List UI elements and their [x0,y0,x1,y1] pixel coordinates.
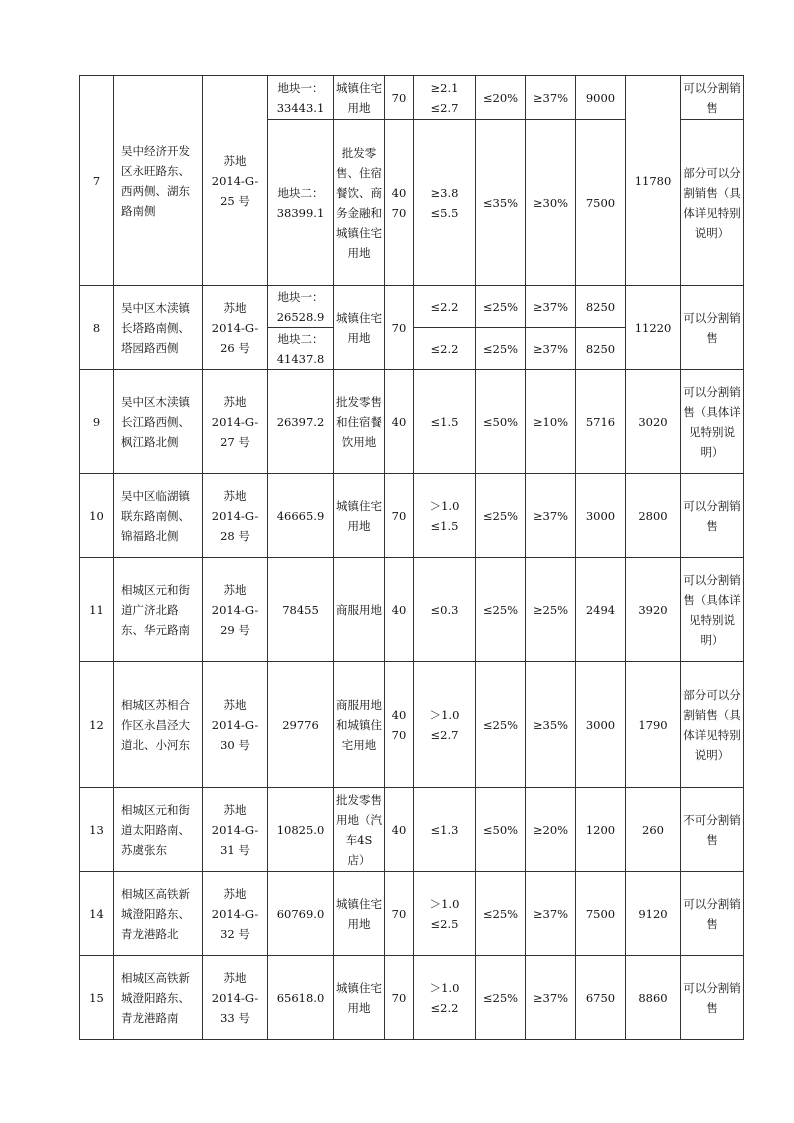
parcel-code-cell: 苏地 2014-G- 31 号 [203,788,268,872]
green-ratio-cell: ≥37% [526,76,576,120]
sale-terms-cell: 可以分割销售 [681,956,744,1040]
table-row [80,370,744,474]
land-use-cell: 城镇住宅用地 [334,956,385,1040]
row-number: 11 [80,558,114,662]
area-cell: 60769.0 [268,872,334,956]
parcel-code-cell: 苏地 2014-G- 33 号 [203,956,268,1040]
sale-terms-cell: 可以分割销售 [681,76,744,120]
total-price-cell: 260 [626,788,681,872]
land-use-cell: 商服用地和城镇住宅用地 [334,662,385,788]
unit-price-cell: 7500 [576,120,626,286]
area-cell: 地块一： 26528.9 [268,286,334,328]
location-cell: 吴中区木渎镇长塔路南侧、塔园路西侧 [114,286,203,370]
plot-ratio-cell: ≤1.5 [414,370,476,474]
land-parcel-table [79,75,744,1040]
term-years-cell: 70 [385,76,414,120]
table-row [80,286,744,328]
table-row [80,558,744,662]
location-cell: 相城区高铁新城澄阳路东、青龙港路南 [114,956,203,1040]
table-row [80,76,744,120]
table-row [80,662,744,788]
location-cell: 相城区元和街道广济北路东、华元路南 [114,558,203,662]
row-number: 15 [80,956,114,1040]
unit-price-cell: 8250 [576,286,626,328]
sale-terms-cell: 可以分割销售（具体详见特别说明） [681,558,744,662]
green-ratio-cell: ≥37% [526,328,576,370]
green-ratio-cell: ≥37% [526,286,576,328]
unit-price-cell: 7500 [576,872,626,956]
land-use-cell: 城镇住宅用地 [334,76,385,120]
total-price-cell: 3020 [626,370,681,474]
plot-ratio-cell: ≤0.3 [414,558,476,662]
term-years-cell: 40 70 [385,120,414,286]
land-use-cell: 批发零售、住宿餐饮、商务金融和城镇住宅用地 [334,120,385,286]
row-number: 12 [80,662,114,788]
total-price-cell: 3920 [626,558,681,662]
area-cell: 10825.0 [268,788,334,872]
row-number: 14 [80,872,114,956]
term-years-cell: 70 [385,286,414,370]
parcel-code-cell: 苏地 2014-G- 29 号 [203,558,268,662]
density-cell: ≤50% [476,788,526,872]
table-row [80,956,744,1040]
term-years-cell: 70 [385,474,414,558]
sale-terms-cell: 不可分割销售 [681,788,744,872]
area-cell: 26397.2 [268,370,334,474]
location-cell: 吴中区木渎镇长江路西侧、枫江路北侧 [114,370,203,474]
parcel-code-cell: 苏地 2014-G- 28 号 [203,474,268,558]
location-cell: 相城区苏相合作区永昌泾大道北、小河东 [114,662,203,788]
unit-price-cell: 6750 [576,956,626,1040]
plot-ratio-cell: ＞1.0 ≤2.5 [414,872,476,956]
land-use-cell: 城镇住宅用地 [334,872,385,956]
sale-terms-cell: 部分可以分割销售（具体详见特别说明） [681,662,744,788]
density-cell: ≤25% [476,956,526,1040]
total-price-cell: 9120 [626,872,681,956]
sale-terms-cell: 部分可以分割销售（具体详见特别说明） [681,120,744,286]
density-cell: ≤25% [476,286,526,328]
term-years-cell: 40 [385,370,414,474]
unit-price-cell: 2494 [576,558,626,662]
density-cell: ≤25% [476,662,526,788]
plot-ratio-cell: ≤2.2 [414,328,476,370]
plot-ratio-cell: ＞1.0 ≤1.5 [414,474,476,558]
total-price-cell: 11780 [626,76,681,286]
sale-terms-cell: 可以分割销售（具体详见特别说明） [681,370,744,474]
unit-price-cell: 5716 [576,370,626,474]
term-years-cell: 70 [385,872,414,956]
green-ratio-cell: ≥37% [526,474,576,558]
parcel-code-cell: 苏地 2014-G- 27 号 [203,370,268,474]
row-number: 9 [80,370,114,474]
location-cell: 相城区高铁新城澄阳路东、青龙港路北 [114,872,203,956]
unit-price-cell: 3000 [576,662,626,788]
area-cell: 46665.9 [268,474,334,558]
density-cell: ≤20% [476,76,526,120]
green-ratio-cell: ≥35% [526,662,576,788]
table-row [80,788,744,872]
location-cell: 吴中区临湖镇联东路南侧、锦福路北侧 [114,474,203,558]
term-years-cell: 70 [385,956,414,1040]
row-number: 8 [80,286,114,370]
density-cell: ≤25% [476,872,526,956]
plot-ratio-cell: ≤1.3 [414,788,476,872]
green-ratio-cell: ≥10% [526,370,576,474]
parcel-code-cell: 苏地 2014-G- 32 号 [203,872,268,956]
area-cell: 65618.0 [268,956,334,1040]
term-years-cell: 40 [385,788,414,872]
total-price-cell: 1790 [626,662,681,788]
total-price-cell: 2800 [626,474,681,558]
green-ratio-cell: ≥37% [526,956,576,1040]
sale-terms-cell: 可以分割销售 [681,872,744,956]
area-cell: 78455 [268,558,334,662]
sale-terms-cell: 可以分割销售 [681,286,744,370]
row-number: 13 [80,788,114,872]
density-cell: ≤50% [476,370,526,474]
sale-terms-cell: 可以分割销售 [681,474,744,558]
term-years-cell: 40 70 [385,662,414,788]
density-cell: ≤25% [476,474,526,558]
land-use-cell: 商服用地 [334,558,385,662]
parcel-code-cell: 苏地 2014-G- 25 号 [203,76,268,286]
total-price-cell: 11220 [626,286,681,370]
density-cell: ≤35% [476,120,526,286]
plot-ratio-cell: ＞1.0 ≤2.7 [414,662,476,788]
location-cell: 相城区元和街道太阳路南、苏虞张东 [114,788,203,872]
unit-price-cell: 1200 [576,788,626,872]
table-row [80,474,744,558]
unit-price-cell: 9000 [576,76,626,120]
green-ratio-cell: ≥30% [526,120,576,286]
plot-ratio-cell: ≥3.8 ≤5.5 [414,120,476,286]
land-use-cell: 城镇住宅用地 [334,474,385,558]
area-cell: 29776 [268,662,334,788]
land-use-cell: 批发零售和住宿餐饮用地 [334,370,385,474]
area-cell: 地块二： 38399.1 [268,120,334,286]
unit-price-cell: 8250 [576,328,626,370]
green-ratio-cell: ≥20% [526,788,576,872]
total-price-cell: 8860 [626,956,681,1040]
unit-price-cell: 3000 [576,474,626,558]
term-years-cell: 40 [385,558,414,662]
land-use-cell: 城镇住宅用地 [334,286,385,370]
green-ratio-cell: ≥37% [526,872,576,956]
density-cell: ≤25% [476,328,526,370]
parcel-code-cell: 苏地 2014-G- 26 号 [203,286,268,370]
row-number: 7 [80,76,114,286]
plot-ratio-cell: ＞1.0 ≤2.2 [414,956,476,1040]
row-number: 10 [80,474,114,558]
area-cell: 地块一： 33443.1 [268,76,334,120]
area-cell: 地块二： 41437.8 [268,328,334,370]
table-row [80,872,744,956]
land-use-cell: 批发零售用地（汽车4S 店） [334,788,385,872]
green-ratio-cell: ≥25% [526,558,576,662]
density-cell: ≤25% [476,558,526,662]
location-cell: 吴中经济开发区永旺路东、西两侧、湖东路南侧 [114,76,203,286]
parcel-code-cell: 苏地 2014-G- 30 号 [203,662,268,788]
plot-ratio-cell: ≤2.2 [414,286,476,328]
plot-ratio-cell: ≥2.1 ≤2.7 [414,76,476,120]
